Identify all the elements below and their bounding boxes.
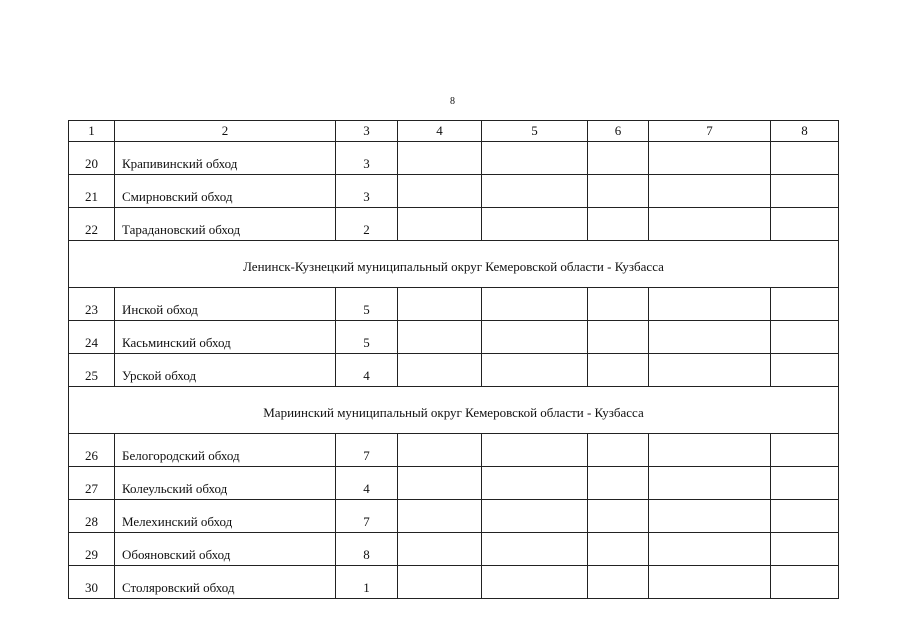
- empty-cell: [588, 142, 649, 175]
- empty-cell: [771, 533, 839, 566]
- table-row: [69, 533, 839, 566]
- empty-cell: [398, 500, 482, 533]
- empty-cell: [398, 354, 482, 387]
- district-name-cell: Инской обход: [115, 288, 336, 321]
- column-header: 3: [336, 121, 398, 142]
- empty-cell: [771, 142, 839, 175]
- empty-cell: [649, 434, 771, 467]
- table-row: [69, 467, 839, 500]
- district-name-cell: Урской обход: [115, 354, 336, 387]
- table-row: [69, 500, 839, 533]
- empty-cell: [588, 354, 649, 387]
- empty-cell: [771, 467, 839, 500]
- empty-cell: [398, 566, 482, 599]
- empty-cell: [588, 288, 649, 321]
- row-number-cell: 22: [69, 208, 115, 241]
- empty-cell: [588, 208, 649, 241]
- section-header-row: [69, 387, 839, 434]
- row-number-cell: 27: [69, 467, 115, 500]
- table-row: [69, 321, 839, 354]
- row-number-cell: 23: [69, 288, 115, 321]
- district-name-cell: Тарадановский обход: [115, 208, 336, 241]
- district-name-cell: Крапивинский обход: [115, 142, 336, 175]
- empty-cell: [588, 500, 649, 533]
- empty-cell: [588, 467, 649, 500]
- empty-cell: [649, 467, 771, 500]
- empty-cell: [649, 354, 771, 387]
- value-cell: 4: [336, 467, 398, 500]
- empty-cell: [771, 208, 839, 241]
- district-name-cell: Столяровский обход: [115, 566, 336, 599]
- value-cell: 8: [336, 533, 398, 566]
- empty-cell: [482, 354, 588, 387]
- district-name-cell: Белогородский обход: [115, 434, 336, 467]
- empty-cell: [482, 321, 588, 354]
- value-cell: 3: [336, 175, 398, 208]
- empty-cell: [588, 321, 649, 354]
- row-number-cell: 29: [69, 533, 115, 566]
- empty-cell: [588, 434, 649, 467]
- empty-cell: [649, 566, 771, 599]
- empty-cell: [771, 434, 839, 467]
- column-header: 2: [115, 121, 336, 142]
- column-header: 7: [649, 121, 771, 142]
- value-cell: 4: [336, 354, 398, 387]
- row-number-cell: 21: [69, 175, 115, 208]
- value-cell: 3: [336, 142, 398, 175]
- column-header: 5: [482, 121, 588, 142]
- empty-cell: [398, 288, 482, 321]
- value-cell: 2: [336, 208, 398, 241]
- district-name-cell: Касьминский обход: [115, 321, 336, 354]
- page-number: 8: [450, 96, 455, 107]
- empty-cell: [482, 500, 588, 533]
- table-row: [69, 142, 839, 175]
- empty-cell: [398, 467, 482, 500]
- empty-cell: [398, 434, 482, 467]
- empty-cell: [482, 467, 588, 500]
- section-title: Мариинский муниципальный округ Кемеровской области - Кузбасса: [69, 387, 839, 434]
- empty-cell: [482, 434, 588, 467]
- value-cell: 5: [336, 288, 398, 321]
- column-header: 6: [588, 121, 649, 142]
- row-number-cell: 20: [69, 142, 115, 175]
- empty-cell: [649, 533, 771, 566]
- table-row: [69, 288, 839, 321]
- table-row: [69, 208, 839, 241]
- district-name-cell: Мелехинский обход: [115, 500, 336, 533]
- empty-cell: [771, 500, 839, 533]
- empty-cell: [771, 288, 839, 321]
- empty-cell: [398, 142, 482, 175]
- table-header-row: [69, 121, 839, 142]
- column-header: 4: [398, 121, 482, 142]
- empty-cell: [649, 142, 771, 175]
- table-row: [69, 434, 839, 467]
- forest-districts-table: [68, 120, 839, 599]
- empty-cell: [771, 175, 839, 208]
- empty-cell: [398, 208, 482, 241]
- empty-cell: [482, 533, 588, 566]
- empty-cell: [771, 354, 839, 387]
- column-header: 1: [69, 121, 115, 142]
- empty-cell: [649, 500, 771, 533]
- empty-cell: [398, 533, 482, 566]
- empty-cell: [588, 175, 649, 208]
- empty-cell: [649, 208, 771, 241]
- empty-cell: [588, 533, 649, 566]
- section-header-row: [69, 241, 839, 288]
- empty-cell: [649, 321, 771, 354]
- table-row: [69, 175, 839, 208]
- row-number-cell: 26: [69, 434, 115, 467]
- value-cell: 7: [336, 434, 398, 467]
- empty-cell: [771, 321, 839, 354]
- empty-cell: [771, 566, 839, 599]
- empty-cell: [482, 175, 588, 208]
- value-cell: 5: [336, 321, 398, 354]
- section-title: Ленинск-Кузнецкий муниципальный округ Кемеровской области - Кузбасса: [69, 241, 839, 288]
- value-cell: 1: [336, 566, 398, 599]
- value-cell: 7: [336, 500, 398, 533]
- empty-cell: [482, 566, 588, 599]
- empty-cell: [649, 288, 771, 321]
- empty-cell: [482, 142, 588, 175]
- table-row: [69, 566, 839, 599]
- district-name-cell: Колеульский обход: [115, 467, 336, 500]
- column-header: 8: [771, 121, 839, 142]
- row-number-cell: 24: [69, 321, 115, 354]
- row-number-cell: 25: [69, 354, 115, 387]
- empty-cell: [588, 566, 649, 599]
- row-number-cell: 30: [69, 566, 115, 599]
- table-row: [69, 354, 839, 387]
- row-number-cell: 28: [69, 500, 115, 533]
- table-body: [69, 121, 839, 599]
- empty-cell: [482, 288, 588, 321]
- district-name-cell: Смирновский обход: [115, 175, 336, 208]
- empty-cell: [398, 175, 482, 208]
- empty-cell: [649, 175, 771, 208]
- empty-cell: [398, 321, 482, 354]
- district-name-cell: Обояновский обход: [115, 533, 336, 566]
- empty-cell: [482, 208, 588, 241]
